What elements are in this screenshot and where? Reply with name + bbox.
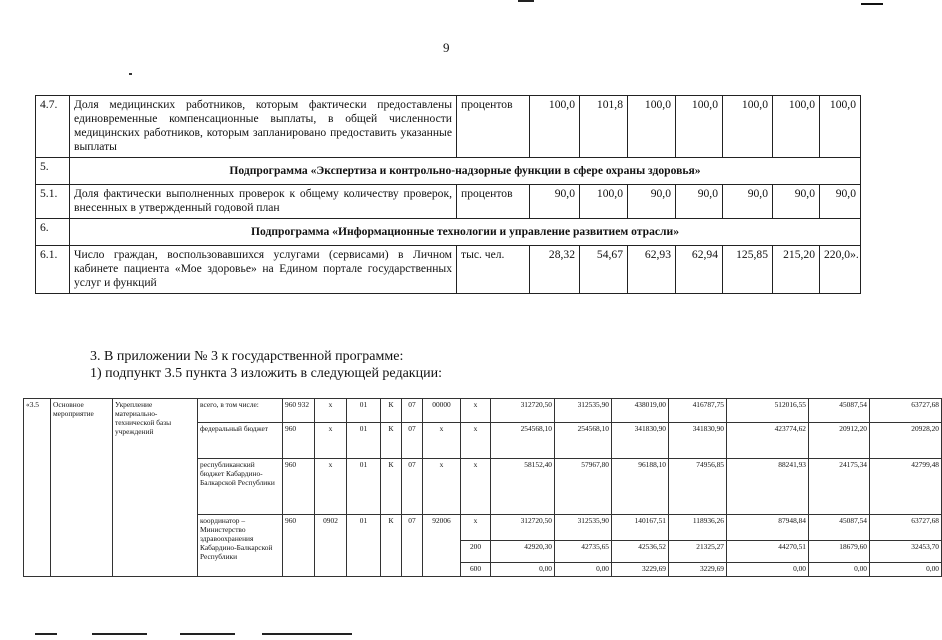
indicators-table: [35, 95, 861, 294]
page-number: 9: [443, 40, 450, 55]
amount-cell: 0,00: [555, 563, 612, 577]
cs-code: 00000: [423, 399, 461, 423]
item-type: Основное мероприятие: [51, 399, 113, 577]
value-cell: 220,0».: [820, 246, 861, 294]
table-row: [36, 219, 861, 246]
amount-cell: 96188,10: [612, 459, 669, 515]
amount-cell: 423774,62: [727, 423, 809, 459]
budget-table: [23, 398, 942, 577]
amount-cell: 58152,40: [491, 459, 555, 515]
value-cell: 90,0: [628, 185, 676, 219]
amount-cell: 438019,00: [612, 399, 669, 423]
value-cell: 90,0: [530, 185, 580, 219]
amount-cell: 42735,65: [555, 541, 612, 563]
value-cell: 100,0: [628, 96, 676, 158]
amount-cell: 140167,51: [612, 515, 669, 541]
amount-cell: 0,00: [491, 563, 555, 577]
grbs-code: 960 932: [283, 399, 315, 423]
amount-cell: 3229,69: [669, 563, 727, 577]
value-cell: 100,0: [820, 96, 861, 158]
amount-cell: 3229,69: [612, 563, 669, 577]
funding-source: федеральный бюджет: [198, 423, 283, 459]
vr-code: 200: [461, 541, 491, 563]
indicator-text: Число граждан, воспользовавшихся услугами (сервисами) в Личном кабинете пациента «Мое здоровье» на Едином портале государственных услуг и функций: [70, 246, 457, 294]
vr-code: x: [461, 459, 491, 515]
amount-cell: 20912,20: [809, 423, 870, 459]
cs-code: 07: [402, 515, 423, 577]
rz-code: 0902: [315, 515, 347, 577]
amount-cell: 42799,48: [870, 459, 942, 515]
table-row: [36, 185, 861, 219]
vr-code: x: [461, 399, 491, 423]
vr-code: x: [461, 423, 491, 459]
amount-cell: 512016,55: [727, 399, 809, 423]
table-row: [36, 96, 861, 158]
amount-cell: 20928,20: [870, 423, 942, 459]
amount-cell: 42536,52: [612, 541, 669, 563]
cs-code: x: [423, 459, 461, 515]
unit-cell: процентов: [457, 96, 530, 158]
cs-code: К: [381, 423, 402, 459]
value-cell: 100,0: [676, 96, 723, 158]
value-cell: 28,32: [530, 246, 580, 294]
amount-cell: 312535,90: [555, 515, 612, 541]
grbs-code: 960: [283, 423, 315, 459]
vr-code: 600: [461, 563, 491, 577]
amount-cell: 57967,80: [555, 459, 612, 515]
amount-cell: 312720,50: [491, 399, 555, 423]
cs-code: 07: [402, 459, 423, 515]
funding-source: всего, в том числе:: [198, 399, 283, 423]
row-number: 6.1.: [36, 246, 70, 294]
amount-cell: 63727,68: [870, 399, 942, 423]
cs-code: 01: [347, 515, 381, 577]
grbs-code: 960: [283, 459, 315, 515]
funding-source: координатор – Министерство здравоохранения Кабардино-Балкарской Республики: [198, 515, 283, 577]
row-number: 6.: [36, 219, 70, 246]
top-edge-mark: [518, 0, 534, 2]
amount-cell: 42920,30: [491, 541, 555, 563]
value-cell: 100,0: [530, 96, 580, 158]
value-cell: 125,85: [723, 246, 773, 294]
value-cell: 90,0: [676, 185, 723, 219]
table-row: [36, 246, 861, 294]
amount-cell: 312535,90: [555, 399, 612, 423]
value-cell: 100,0: [580, 185, 628, 219]
cs-code: 01: [347, 399, 381, 423]
amount-cell: 88241,93: [727, 459, 809, 515]
rz-code: x: [315, 423, 347, 459]
amount-cell: 416787,75: [669, 399, 727, 423]
bottom-edge-mark: [262, 633, 352, 635]
amount-cell: 341830,90: [612, 423, 669, 459]
value-cell: 90,0: [773, 185, 820, 219]
cs-code: К: [381, 399, 402, 423]
row-number: 5.1.: [36, 185, 70, 219]
rz-code: x: [315, 459, 347, 515]
amount-cell: 341830,90: [669, 423, 727, 459]
table-row: [24, 399, 942, 423]
paragraph-subitem: 1) подпункт 3.5 пункта 3 изложить в следующей редакции:: [90, 366, 442, 381]
value-cell: 90,0: [723, 185, 773, 219]
amount-cell: 45087,54: [809, 515, 870, 541]
item-number: «3.5: [24, 399, 51, 577]
value-cell: 90,0: [820, 185, 861, 219]
cs-code: 01: [347, 423, 381, 459]
vr-code: x: [461, 515, 491, 541]
value-cell: 54,67: [580, 246, 628, 294]
amount-cell: 24175,34: [809, 459, 870, 515]
amount-cell: 21325,27: [669, 541, 727, 563]
bottom-edge-mark: [35, 633, 57, 635]
unit-cell: тыс. чел.: [457, 246, 530, 294]
value-cell: 101,8: [580, 96, 628, 158]
value-cell: 100,0: [723, 96, 773, 158]
paragraph-appendix: 3. В приложении № 3 к государственной программе:: [90, 349, 404, 364]
subprogram-header: Подпрограмма «Информационные технологии и управление развитием отрасли»: [70, 219, 861, 246]
value-cell: 62,94: [676, 246, 723, 294]
funding-source: республиканский бюджет Кабардино-Балкарской Республики: [198, 459, 283, 515]
amount-cell: 63727,68: [870, 515, 942, 541]
amount-cell: 0,00: [870, 563, 942, 577]
amount-cell: 87948,84: [727, 515, 809, 541]
value-cell: 100,0: [773, 96, 820, 158]
amount-cell: 0,00: [727, 563, 809, 577]
amount-cell: 254568,10: [555, 423, 612, 459]
amount-cell: 44270,51: [727, 541, 809, 563]
amount-cell: 0,00: [809, 563, 870, 577]
bottom-edge-mark: [180, 633, 235, 635]
value-cell: 62,93: [628, 246, 676, 294]
amount-cell: 74956,85: [669, 459, 727, 515]
cs-code: К: [381, 515, 402, 577]
amount-cell: 118936,26: [669, 515, 727, 541]
grbs-code: 960: [283, 515, 315, 577]
amount-cell: 18679,60: [809, 541, 870, 563]
top-right-mark: [861, 3, 883, 5]
cs-code: 92006: [423, 515, 461, 577]
item-name: Укрепление материально-технической базы учреждений: [113, 399, 198, 577]
cs-code: 07: [402, 423, 423, 459]
cs-code: 01: [347, 459, 381, 515]
value-cell: 215,20: [773, 246, 820, 294]
row-number: 5.: [36, 158, 70, 185]
scan-dot: [129, 73, 132, 75]
amount-cell: 254568,10: [491, 423, 555, 459]
subprogram-header: Подпрограмма «Экспертиза и контрольно-надзорные функции в сфере охраны здоровья»: [70, 158, 861, 185]
rz-code: x: [315, 399, 347, 423]
amount-cell: 45087,54: [809, 399, 870, 423]
unit-cell: процентов: [457, 185, 530, 219]
row-number: 4.7.: [36, 96, 70, 158]
table-row: [36, 158, 861, 185]
indicator-text: Доля медицинских работников, которым фактически предоставлены единовременные компенсационные выплаты, в общей численности медицинских работников, которым запланировано предоставить указанные выплаты: [70, 96, 457, 158]
cs-code: К: [381, 459, 402, 515]
amount-cell: 312720,50: [491, 515, 555, 541]
bottom-edge-mark: [92, 633, 147, 635]
amount-cell: 32453,70: [870, 541, 942, 563]
cs-code: x: [423, 423, 461, 459]
cs-code: 07: [402, 399, 423, 423]
indicator-text: Доля фактически выполненных проверок к общему количеству проверок, внесенных в утвержденный годовой план: [70, 185, 457, 219]
